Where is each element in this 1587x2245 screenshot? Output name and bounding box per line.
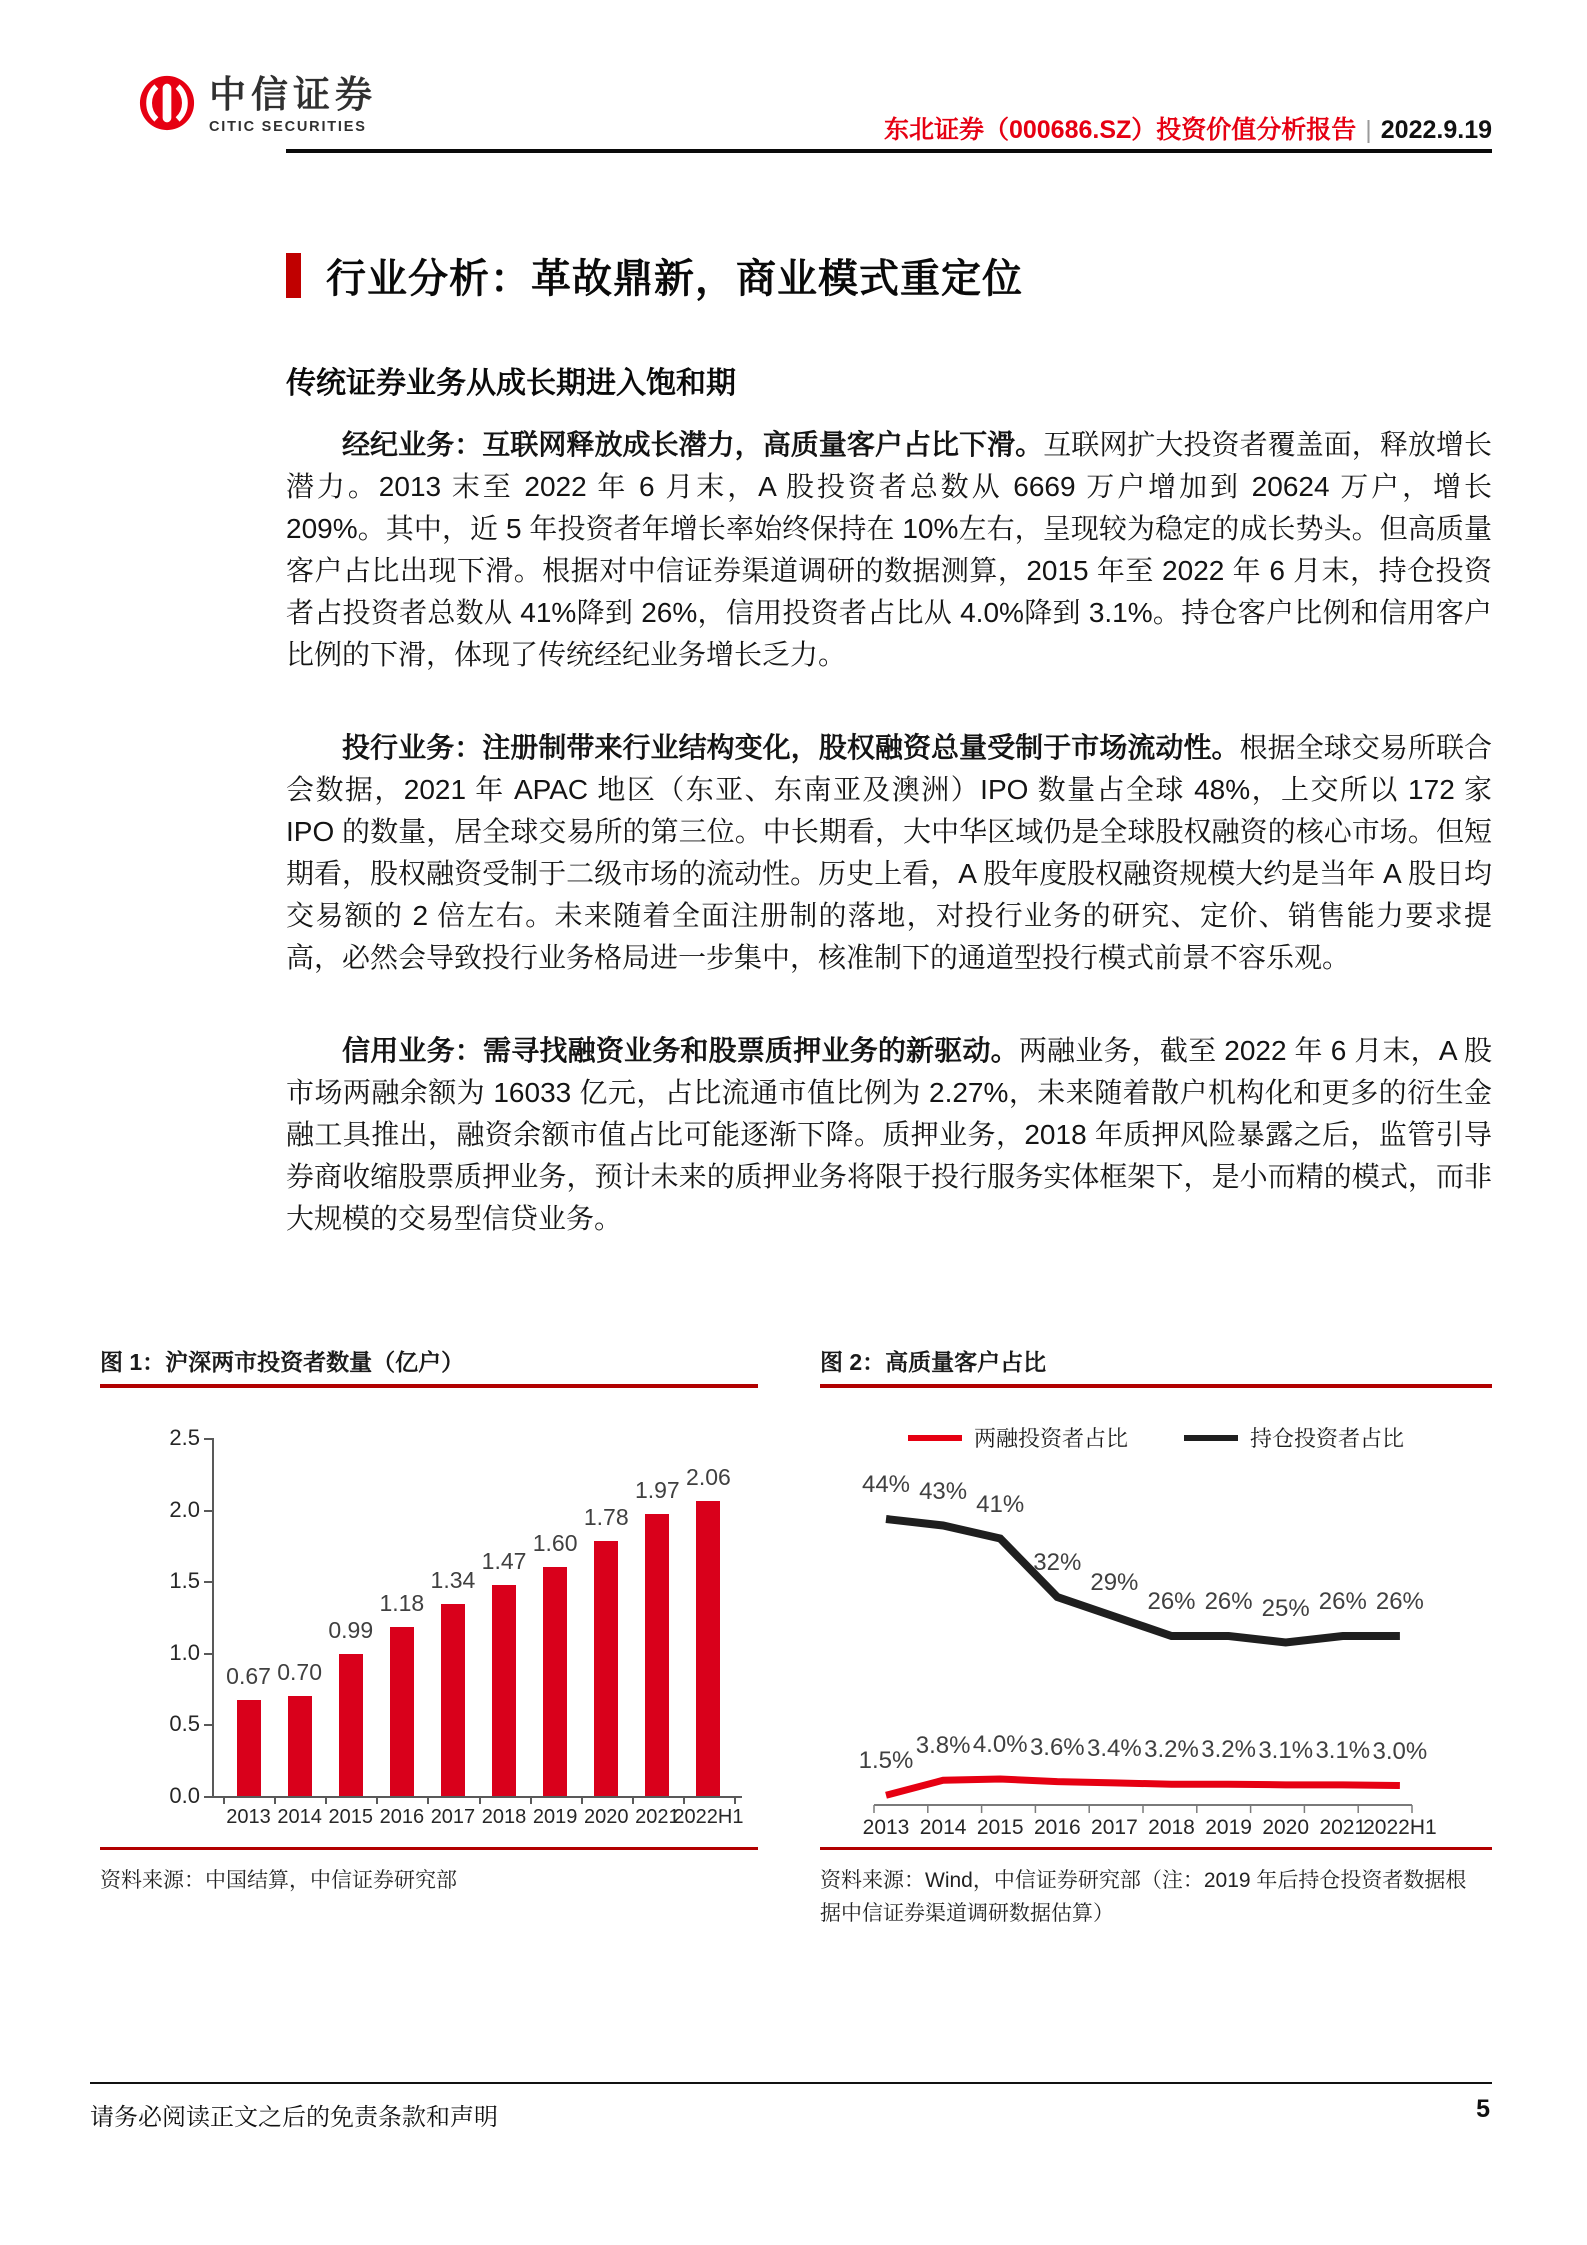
- logo-cn-text: 中信证券: [209, 74, 377, 116]
- section-title: 行业分析：革故鼎新，商业模式重定位: [326, 257, 1023, 301]
- footer-divider: [90, 2082, 1492, 2084]
- x-axis-tick: [632, 1796, 634, 1804]
- bar: [645, 1514, 669, 1796]
- figure1-title: 图 1：沪深两市投资者数量（亿户）: [100, 1349, 465, 1375]
- bar: [390, 1627, 414, 1796]
- point-label: 43%: [919, 1477, 968, 1505]
- y-axis-tick: [204, 1581, 212, 1583]
- x-axis-tick: [376, 1796, 378, 1804]
- x-axis-tick-label: 2021: [635, 1806, 680, 1828]
- point-label: 3.2%: [1201, 1736, 1256, 1764]
- y-axis-tick-label: 2.5: [169, 1425, 200, 1450]
- x-axis-tick-label: 2013: [862, 1816, 910, 1839]
- figure2-canvas: [820, 1344, 1492, 1844]
- figure1-canvas: [100, 1344, 758, 1844]
- x-axis-tick-label: 2020: [584, 1806, 629, 1828]
- x-axis-tick-label: 2020: [1262, 1816, 1310, 1839]
- page-number: 5: [1476, 2095, 1490, 2123]
- bar: [594, 1541, 618, 1796]
- x-axis-tick-label: 2017: [1091, 1816, 1138, 1839]
- paragraph-investment-banking: [286, 727, 1492, 979]
- point-label: 4.0%: [972, 1731, 1028, 1758]
- x-axis-line: [212, 1796, 742, 1798]
- x-axis-tick-label: 2022H1: [1363, 1816, 1437, 1839]
- y-axis-tick-label: 2.0: [169, 1496, 200, 1522]
- y-axis-tick-label: 0.0: [169, 1783, 200, 1808]
- x-axis-tick-label: 2018: [1148, 1816, 1195, 1839]
- section-heading: [286, 247, 1023, 304]
- x-axis-tick-label: 2014: [277, 1806, 322, 1828]
- point-label: 3.4%: [1087, 1734, 1142, 1762]
- citic-logo: [138, 74, 377, 137]
- x-axis-tick-label: 2019: [1205, 1816, 1252, 1839]
- bar: [696, 1501, 720, 1796]
- point-label: 26%: [1204, 1588, 1253, 1615]
- x-axis-tick: [427, 1796, 429, 1804]
- point-label: 3.0%: [1372, 1737, 1428, 1765]
- logo-en-text: CITIC SECURITIES: [209, 119, 367, 136]
- bar: [237, 1700, 261, 1796]
- bar: [288, 1696, 312, 1796]
- point-label: 25%: [1261, 1594, 1310, 1622]
- x-axis-tick-label: 2015: [976, 1816, 1024, 1839]
- point-label: 3.6%: [1029, 1733, 1085, 1761]
- point-label: 41%: [976, 1490, 1025, 1518]
- header-divider: [286, 149, 1492, 153]
- citic-logo-text: [209, 76, 377, 135]
- x-axis-tick-label: 2016: [1033, 1816, 1081, 1839]
- y-axis-tick: [204, 1653, 212, 1655]
- legend-label: 持仓投资者占比: [1250, 1426, 1405, 1451]
- x-axis-tick-label: 2015: [328, 1806, 373, 1828]
- bar-value-label: 1.97: [634, 1476, 680, 1503]
- y-axis-tick-label: 1.5: [169, 1568, 200, 1594]
- x-axis-tick: [530, 1796, 532, 1804]
- x-axis-tick: [223, 1796, 225, 1804]
- figure2-bottom-rule: [820, 1847, 1492, 1850]
- bar-value-label: 1.47: [481, 1548, 527, 1575]
- y-axis-tick: [204, 1724, 212, 1726]
- section-accent-bar: [286, 253, 301, 298]
- report-date: 2022.9.19: [1380, 116, 1492, 144]
- paragraph-credit: [286, 1030, 1492, 1240]
- figure2-title: 图 2：高质量客户占比: [820, 1349, 1047, 1375]
- point-label: 3.1%: [1258, 1736, 1314, 1764]
- figure1: [100, 1344, 758, 1954]
- bar: [339, 1654, 363, 1796]
- x-axis-tick: [683, 1796, 685, 1804]
- x-axis-tick: [479, 1796, 481, 1804]
- legend-label: 两融投资者占比: [973, 1426, 1128, 1451]
- x-axis-tick: [734, 1796, 736, 1804]
- bar: [543, 1567, 567, 1796]
- report-header-title: [884, 110, 1492, 146]
- point-label: 3.1%: [1315, 1736, 1371, 1764]
- bar-value-label: 0.70: [277, 1658, 323, 1685]
- y-axis-tick-label: 1.0: [169, 1639, 200, 1665]
- point-label: 1.5%: [858, 1747, 914, 1775]
- y-axis-line: [212, 1438, 214, 1798]
- bar-value-label: 0.99: [328, 1617, 374, 1644]
- section-subtitle: 传统证券业务从成长期进入饱和期: [286, 367, 736, 400]
- point-label: 26%: [1147, 1588, 1196, 1615]
- point-label: 26%: [1375, 1588, 1424, 1615]
- paragraph-investment-banking-body: 根据全球交易所联合会数据，2021 年 APAC 地区（东亚、东南亚及澳洲）IPO 数量占全球 48%，上交所以 172 家 IPO 的数量，居全球交易所的第三位。中长期看，大中华区域仍是全球股权融资的核心市场。但短期看，股权融资受制于二级市场的流动性。历史上看，A 股年度股权融资规模大约是当年 A 股日均交易额的 2 倍左右。未来随着全面注册制的落地，对投行业务的研究、定价、销售能力要求提高，必然会导致投行业务格局进一步集中，核准制下的通道型投行模式前景不容乐观。: [286, 732, 1492, 973]
- figure1-bottom-rule: [100, 1847, 758, 1850]
- point-label: 3.2%: [1144, 1736, 1199, 1764]
- x-axis-tick-label: 2017: [430, 1806, 476, 1828]
- paragraph-credit-body: 两融业务，截至 2022 年 6 月末，A 股市场两融余额为 16033 亿元，占比流通市值比例为 2.27%，未来随着散户机构化和更多的衍生金融工具推出，融资余额市值占比可能逐渐下降。质押业务，2018 年质押风险暴露之后，监管引导券商收缩股票质押业务，预计未来的质押业务将限于投行服务实体框架下，是小而精的模式，而非大规模的交易型信贷业务。: [286, 1035, 1492, 1234]
- bar-value-label: 1.18: [379, 1590, 425, 1617]
- citic-logo-icon: [138, 74, 196, 137]
- x-axis-tick-label: 2021: [1319, 1816, 1367, 1839]
- figure1-source: 资料来源：中国结算，中信证券研究部: [100, 1869, 457, 1892]
- point-label: 3.8%: [915, 1732, 971, 1760]
- bar-value-label: 1.78: [583, 1504, 629, 1531]
- point-label: 44%: [861, 1471, 911, 1498]
- series-line-margin-investors: [886, 1779, 1400, 1795]
- x-axis-tick-label: 2016: [379, 1806, 425, 1828]
- y-axis-tick-label: 0.5: [169, 1711, 200, 1737]
- header-separator: |: [1365, 116, 1372, 144]
- x-axis-tick: [274, 1796, 276, 1804]
- paragraph-brokerage: [286, 424, 1492, 676]
- point-label: 26%: [1318, 1588, 1367, 1615]
- x-axis-tick-label: 2019: [532, 1806, 578, 1828]
- paragraph-credit-lead: 信用业务：需寻找融资业务和股票质押业务的新驱动。: [342, 1035, 1019, 1066]
- report-title-text: 东北证券（000686.SZ）投资价值分析报告: [883, 116, 1357, 144]
- bar: [492, 1585, 516, 1796]
- paragraph-brokerage-body: 互联网扩大投资者覆盖面，释放增长潜力。2013 末至 2022 年 6 月末，A 股投资者总数从 6669 万户增加到 20624 万户，增长 209%。其中，近 5 年投资者年增长率始终保持在 10%左右，呈现较为稳定的成长势头。但高质量客户占比出现下滑。根据对中信证券渠道调研的数据测算，2015 年至 2022 年 6 月末，持仓投资者占投资者总数从 41%降到 26%，信用投资者占比从 4.0%降到 3.1%。持仓客户比例和信用客户比例的下滑，体现了传统经纪业务增长乏力。: [286, 429, 1492, 670]
- bar-value-label: 0.67: [226, 1663, 271, 1690]
- bar-value-label: 2.06: [686, 1464, 731, 1490]
- figure2-source: 资料来源：Wind，中信证券研究部（注：2019 年后持仓投资者数据根据中信证券渠道调研数据估算）: [820, 1869, 1467, 1925]
- footer-disclaimer: 请务必阅读正文之后的免责条款和声明: [90, 2104, 498, 2131]
- x-axis-tick-label: 2014: [919, 1816, 967, 1839]
- x-axis-tick: [581, 1796, 583, 1804]
- y-axis-tick: [204, 1796, 212, 1798]
- paragraph-brokerage-lead: 经纪业务：互联网释放成长潜力，高质量客户占比下滑。: [342, 429, 1044, 460]
- y-axis-tick: [204, 1510, 212, 1512]
- bar: [441, 1604, 465, 1796]
- x-axis-tick-label: 2022H1: [673, 1806, 744, 1828]
- y-axis-tick: [204, 1438, 212, 1440]
- x-axis-tick-label: 2013: [226, 1806, 271, 1828]
- paragraph-investment-banking-lead: 投行业务：注册制带来行业结构变化，股权融资总量受制于市场流动性。: [342, 732, 1240, 763]
- x-axis-tick-label: 2018: [481, 1806, 527, 1828]
- point-label: 29%: [1090, 1568, 1139, 1596]
- body-copy: [286, 424, 1492, 1291]
- bar-value-label: 1.34: [430, 1567, 476, 1594]
- point-label: 32%: [1033, 1549, 1082, 1576]
- bar-value-label: 1.60: [532, 1529, 578, 1556]
- x-axis-tick: [325, 1796, 327, 1804]
- figure2: [820, 1344, 1492, 1954]
